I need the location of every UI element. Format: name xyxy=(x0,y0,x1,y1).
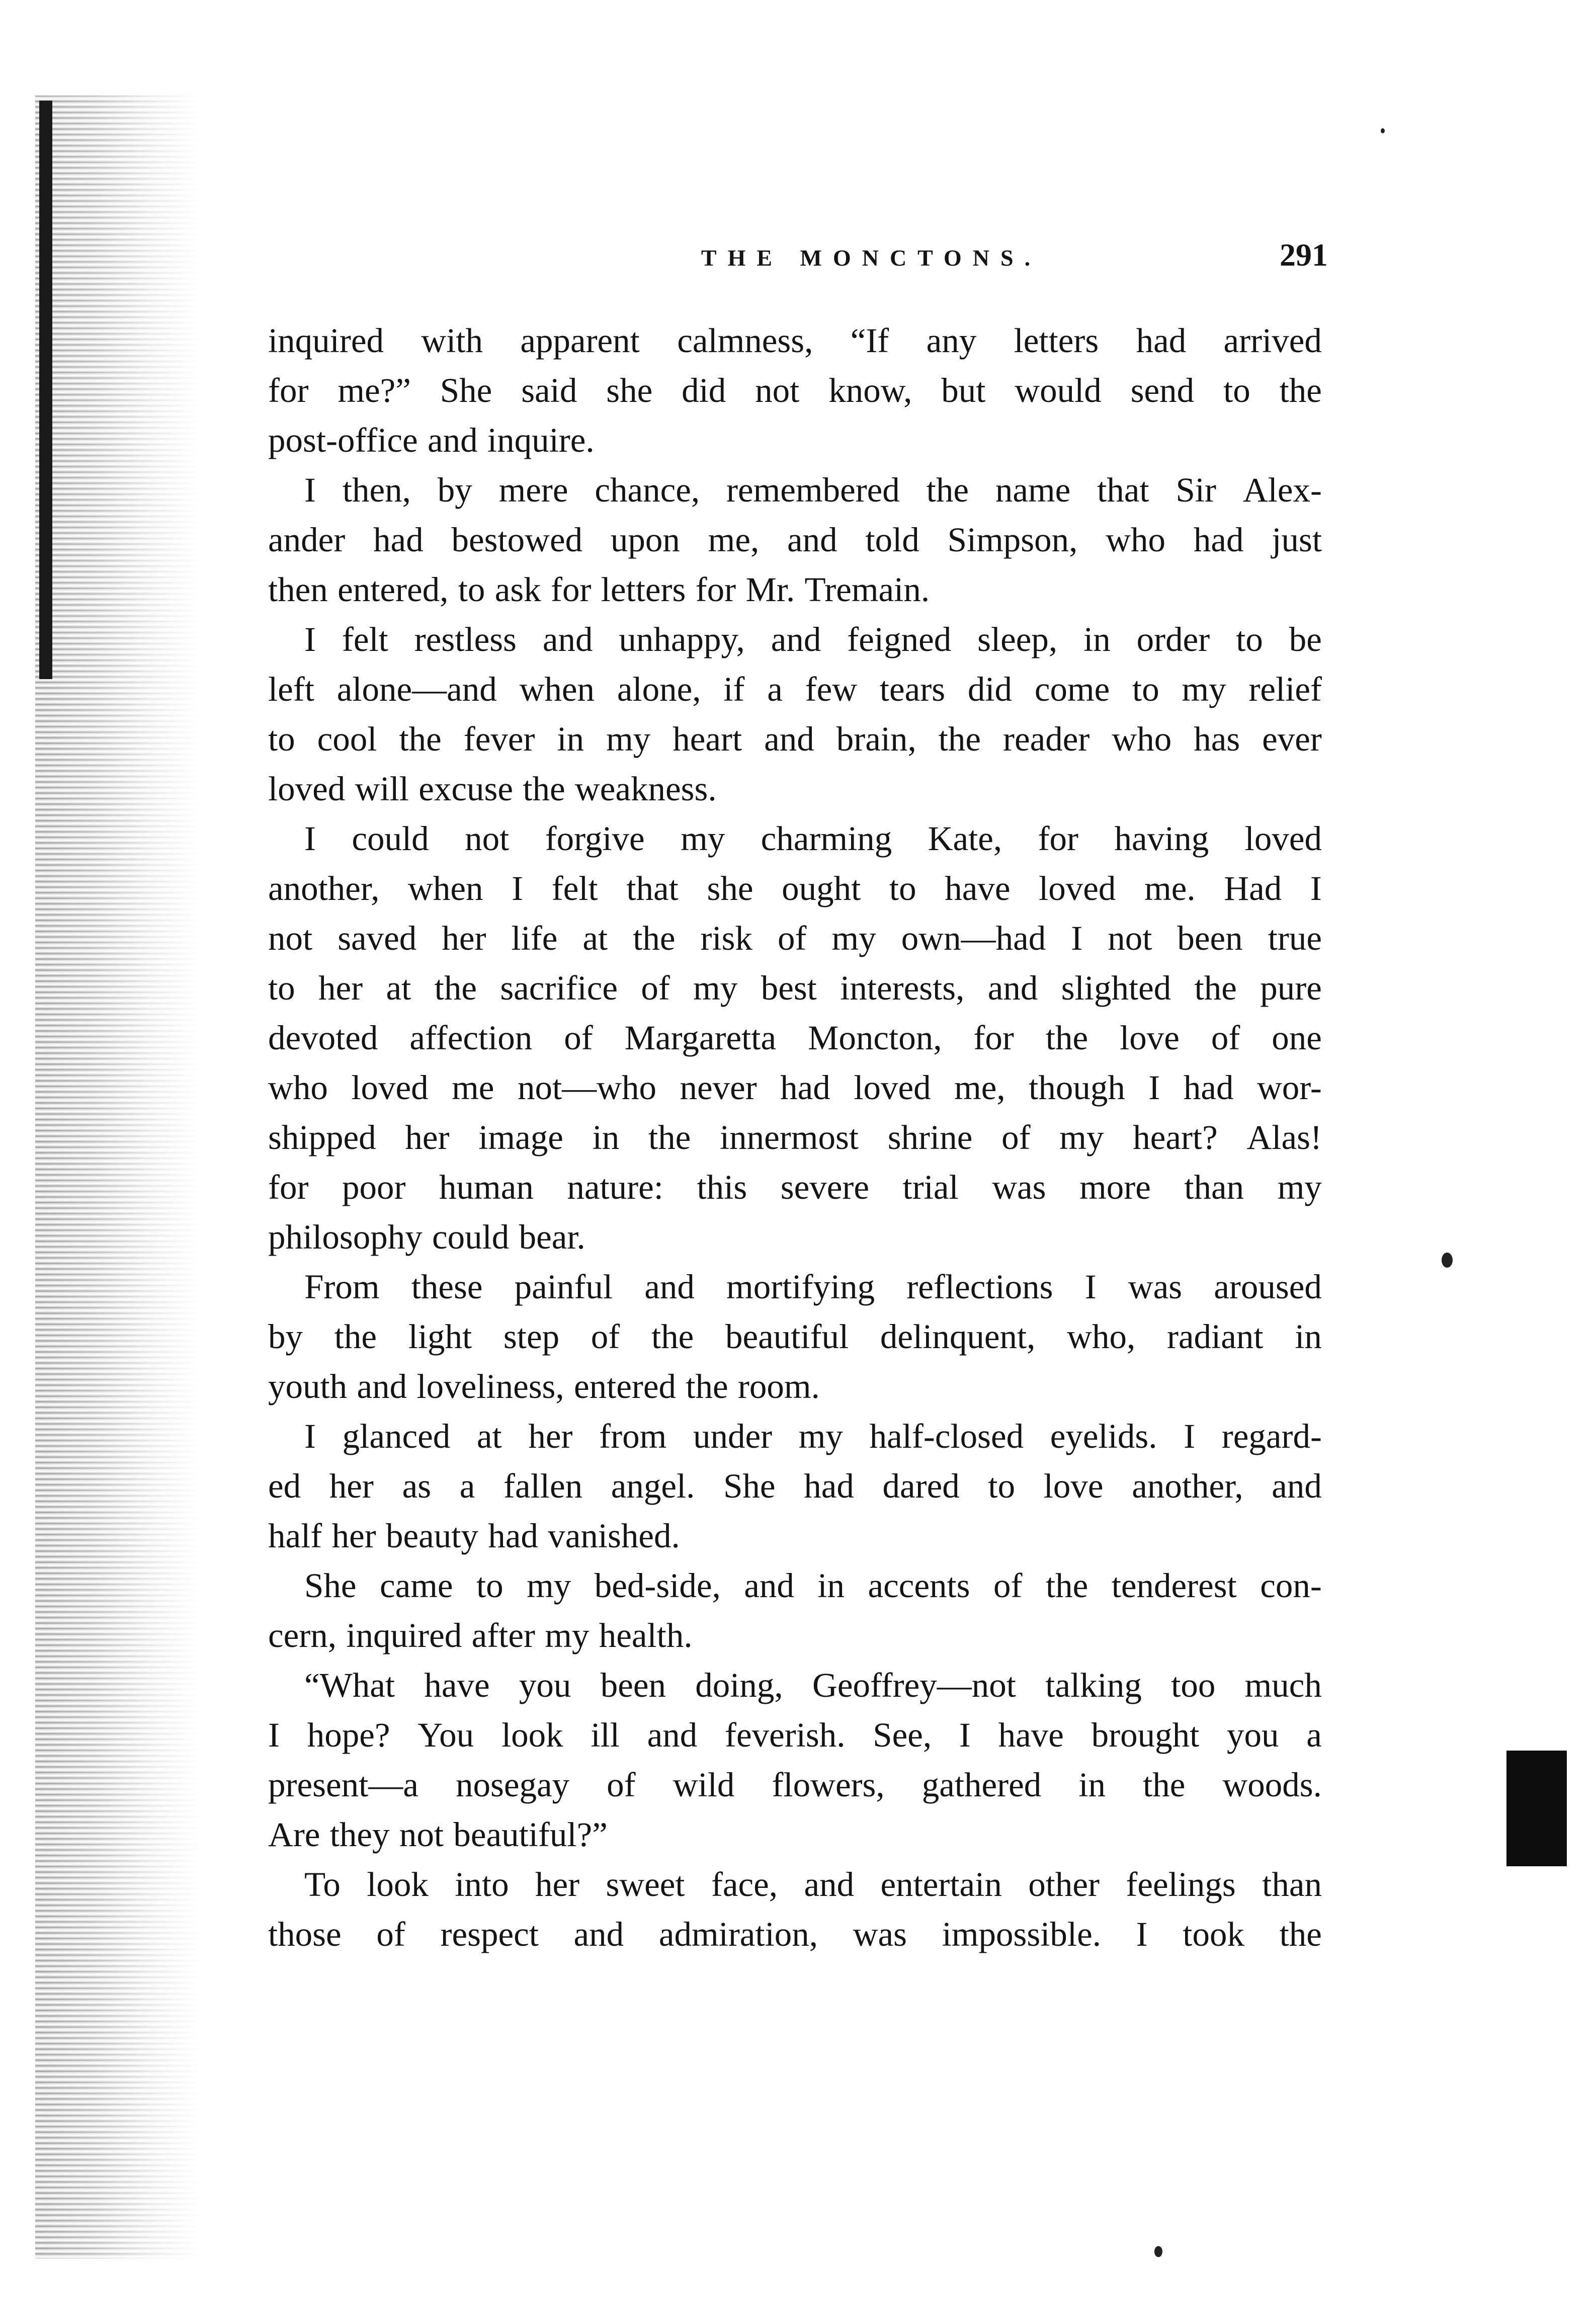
text-line: who loved me not—who never had loved me, though I had wor- xyxy=(268,1068,1322,1107)
text-line: I felt restless and unhappy, and feigned sleep, in order to be xyxy=(304,620,1322,658)
scan-edge-mark xyxy=(1506,1751,1567,1866)
ink-speck xyxy=(1381,128,1385,133)
text-line: then entered, to ask for letters for Mr. Tremain. xyxy=(268,570,930,609)
text-line: I could not forgive my charming Kate, for having loved xyxy=(304,819,1322,858)
text-line: Are they not beautiful?” xyxy=(268,1815,608,1854)
text-line: by the light step of the beautiful delinquent, who, radiant in xyxy=(268,1317,1322,1356)
text-line: for me?” She said she did not know, but would send to the xyxy=(268,371,1322,409)
text-line: I hope? You look ill and feverish. See, I have brought you a xyxy=(268,1716,1322,1754)
text-line: another, when I felt that she ought to have loved me. Had I xyxy=(268,869,1322,907)
text-line: for poor human nature: this severe trial was more than my xyxy=(268,1168,1322,1206)
ink-speck xyxy=(1442,1253,1453,1268)
text-line: I then, by mere chance, remembered the name that Sir Alex- xyxy=(304,471,1322,509)
text-line: loved will excuse the weakness. xyxy=(268,770,717,808)
text-line: present—a nosegay of wild flowers, gathered in the woods. xyxy=(268,1766,1322,1804)
text-line: shipped her image in the innermost shrine of my heart? Alas! xyxy=(268,1118,1322,1156)
text-line: From these painful and mortifying reflections I was aroused xyxy=(304,1268,1322,1306)
text-line: left alone—and when alone, if a few tears did come to my relief xyxy=(268,670,1322,708)
binding-edge xyxy=(39,101,52,679)
ink-speck xyxy=(1154,2246,1162,2257)
text-line: to cool the fever in my heart and brain, the reader who has ever xyxy=(268,720,1322,758)
text-line: devoted affection of Margaretta Moncton, for the love of one xyxy=(268,1019,1322,1057)
text-line: I glanced at her from under my half-closed eyelids. I regard- xyxy=(304,1417,1322,1455)
text-line: half her beauty had vanished. xyxy=(268,1517,680,1555)
page-body xyxy=(268,316,1322,1959)
text-line: “What have you been doing, Geoffrey—not talking too much xyxy=(304,1666,1322,1704)
page-number: 291 xyxy=(1280,237,1328,273)
text-line: those of respect and admiration, was impossible. I took the xyxy=(268,1915,1322,1953)
text-line: inquired with apparent calmness, “If any letters had arrived xyxy=(268,321,1322,360)
text-line: cern, inquired after my health. xyxy=(268,1616,693,1654)
text-line: ander had bestowed upon me, and told Simpson, who had just xyxy=(268,521,1322,559)
text-line: to her at the sacrifice of my best interests, and slighted the pure xyxy=(268,969,1322,1007)
running-header xyxy=(272,236,1328,274)
text-line: To look into her sweet face, and entertain other feelings than xyxy=(304,1865,1322,1903)
text-line: youth and loveliness, entered the room. xyxy=(268,1367,820,1405)
text-line: not saved her life at the risk of my own—had I not been true xyxy=(268,919,1322,957)
text-line: post-office and inquire. xyxy=(268,421,595,459)
running-title: THE MONCTONS. xyxy=(701,245,1042,271)
book-gutter-shadow xyxy=(35,96,201,2259)
text-line: philosophy could bear. xyxy=(268,1218,585,1256)
text-line: She came to my bed-side, and in accents of the tenderest con- xyxy=(304,1566,1322,1605)
text-line: ed her as a fallen angel. She had dared to love another, and xyxy=(268,1467,1322,1505)
